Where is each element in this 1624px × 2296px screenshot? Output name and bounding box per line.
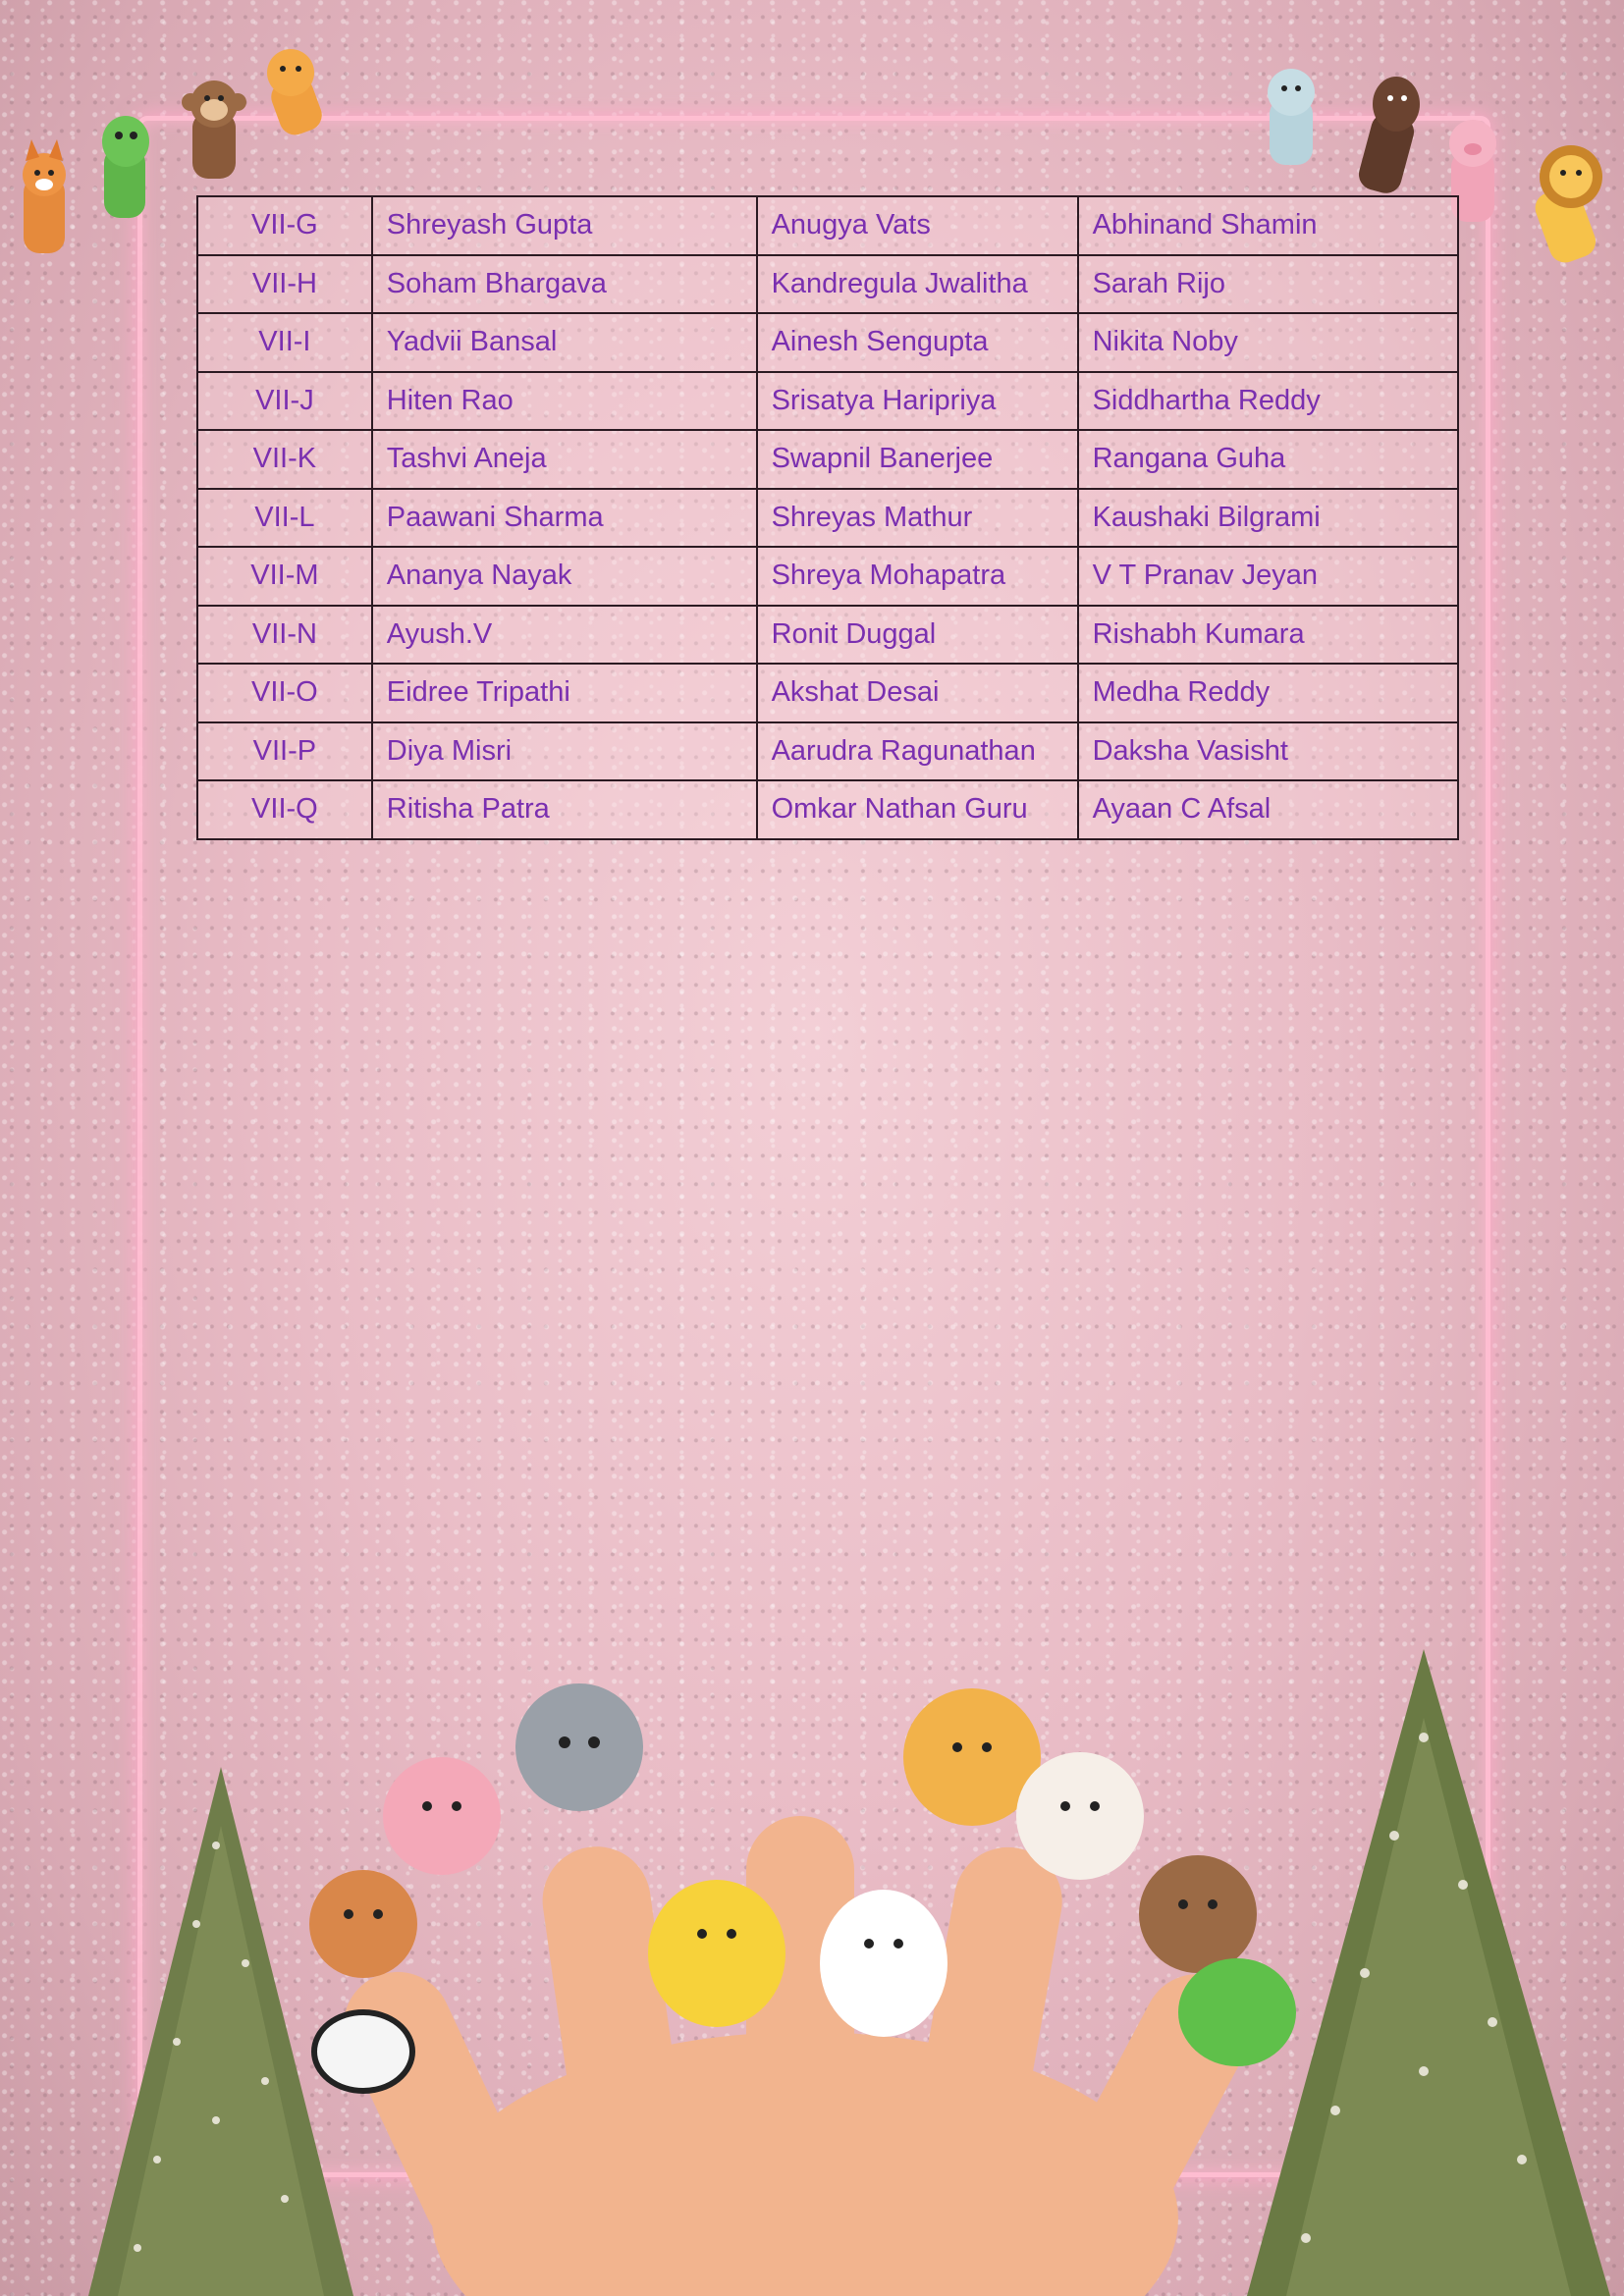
class-cell: VII-N [197, 606, 372, 665]
name-cell: Ayush.V [372, 606, 757, 665]
name-cell: Daksha Vasisht [1078, 722, 1458, 781]
class-cell: VII-P [197, 722, 372, 781]
name-cell: V T Pranav Jeyan [1078, 547, 1458, 606]
table-row [197, 372, 1458, 431]
name-cell: Srisatya Haripriya [757, 372, 1078, 431]
table-row [197, 722, 1458, 781]
tiger-finger-puppet-icon [245, 39, 344, 137]
class-cell: VII-H [197, 255, 372, 314]
dinosaur-finger-puppet-icon [86, 108, 165, 221]
name-cell: Siddhartha Reddy [1078, 372, 1458, 431]
name-cell: Ritisha Patra [372, 780, 757, 839]
class-cell: VII-O [197, 664, 372, 722]
table-row [197, 430, 1458, 489]
fox-finger-puppet-icon [10, 137, 79, 255]
name-cell: Diya Misri [372, 722, 757, 781]
name-cell: Medha Reddy [1078, 664, 1458, 722]
name-cell: Sarah Rijo [1078, 255, 1458, 314]
name-cell: Ronit Duggal [757, 606, 1078, 665]
name-cell: Omkar Nathan Guru [757, 780, 1078, 839]
class-cell: VII-K [197, 430, 372, 489]
table-row [197, 255, 1458, 314]
class-cell: VII-M [197, 547, 372, 606]
name-cell: Anugya Vats [757, 196, 1078, 255]
name-cell: Kaushaki Bilgrami [1078, 489, 1458, 548]
class-cell: VII-I [197, 313, 372, 372]
name-cell: Shreyas Mathur [757, 489, 1078, 548]
class-cell: VII-J [197, 372, 372, 431]
name-cell: Akshat Desai [757, 664, 1078, 722]
name-cell: Kandregula Jwalitha [757, 255, 1078, 314]
name-cell: Tashvi Aneja [372, 430, 757, 489]
table-row [197, 547, 1458, 606]
name-cell: Ayaan C Afsal [1078, 780, 1458, 839]
name-cell: Rangana Guha [1078, 430, 1458, 489]
name-cell: Yadvii Bansal [372, 313, 757, 372]
name-cell: Paawani Sharma [372, 489, 757, 548]
class-student-table [196, 195, 1459, 840]
lion-finger-puppet-icon [1512, 137, 1620, 265]
name-cell: Swapnil Banerjee [757, 430, 1078, 489]
monkey-finger-puppet-icon [175, 69, 253, 182]
table-row [197, 606, 1458, 665]
name-cell: Hiten Rao [372, 372, 757, 431]
table-row [197, 489, 1458, 548]
name-cell: Shreyash Gupta [372, 196, 757, 255]
name-cell: Abhinand Shamin [1078, 196, 1458, 255]
name-cell: Ananya Nayak [372, 547, 757, 606]
table-row [197, 664, 1458, 722]
name-cell: Soham Bhargava [372, 255, 757, 314]
name-cell: Ainesh Sengupta [757, 313, 1078, 372]
name-cell: Nikita Noby [1078, 313, 1458, 372]
name-cell: Rishabh Kumara [1078, 606, 1458, 665]
bear-finger-puppet-icon [1252, 59, 1330, 167]
table-row [197, 313, 1458, 372]
table-row [197, 780, 1458, 839]
class-cell: VII-Q [197, 780, 372, 839]
horse-finger-puppet-icon [1345, 69, 1434, 196]
name-cell: Shreya Mohapatra [757, 547, 1078, 606]
class-cell: VII-G [197, 196, 372, 255]
class-cell: VII-L [197, 489, 372, 548]
hand-with-finger-puppets-illustration [255, 1669, 1345, 2296]
table-row [197, 196, 1458, 255]
name-cell: Eidree Tripathi [372, 664, 757, 722]
name-cell: Aarudra Ragunathan [757, 722, 1078, 781]
